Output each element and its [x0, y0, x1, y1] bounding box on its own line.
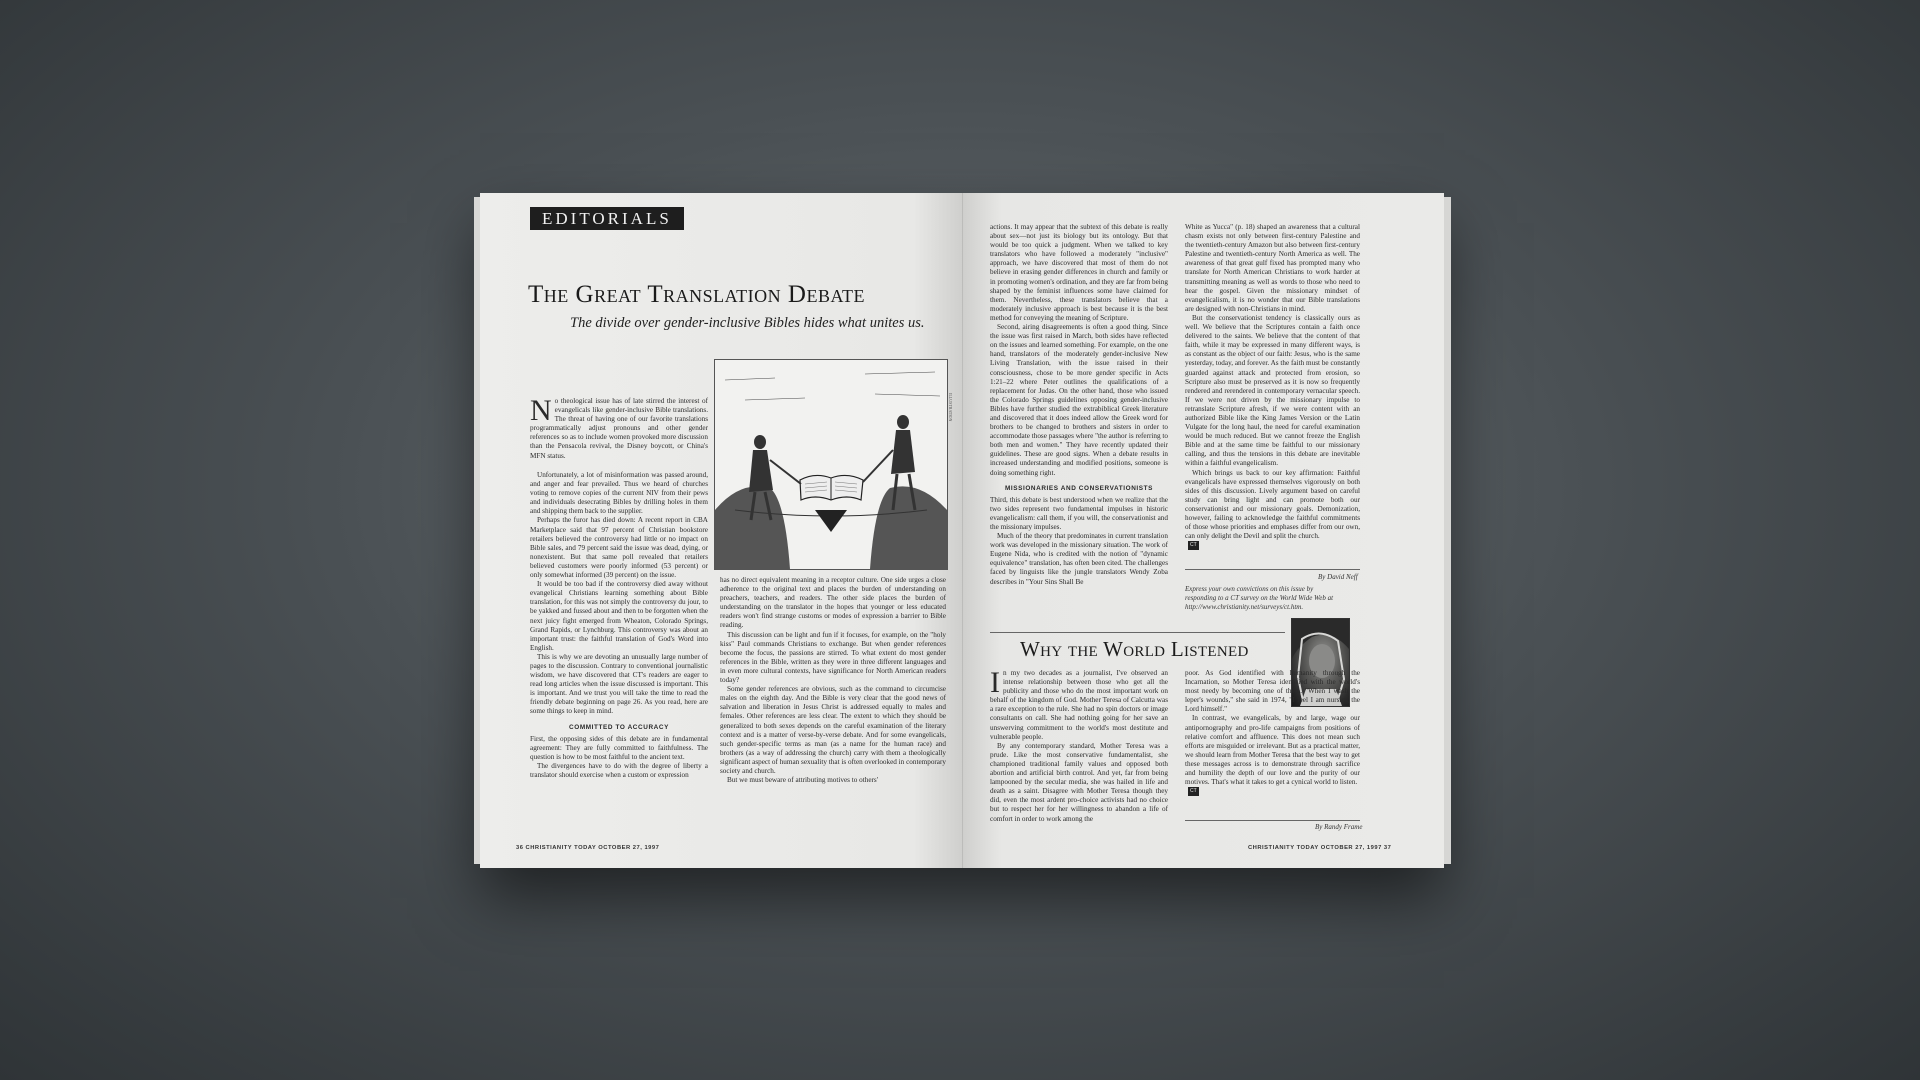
- paragraph: The divergences have to do with the degree of liberty a translator should exercise when a custom or expression: [530, 761, 708, 779]
- paragraph: Perhaps the furor has died down: A recent report in CBA Marketplace said that 97 percent of Christian bookstore retailers believed the controversy had little or no impact on Bible sales, and 79 percent said the issue was dead, dying, or nonexistent. But that same poll revealed that retailers believed customers were poorly informed (53 percent) or only somewhat informed (39 percent) on the issue.: [530, 516, 708, 580]
- byline-frame: By Randy Frame: [1315, 823, 1363, 831]
- paragraph: n my two decades as a journalist, I've observed an intense relationship between those who get all the publicity and those who do the most important work on behalf of the kingdom of God. Mother Teresa of Calcutta was a rare exception to the rule. She had no spin doctors or image consultants on call. She had nothing going for her save an unswerving commitment to the world's most destitute and vulnerable people.: [990, 669, 1168, 741]
- paragraph: But the conservationist tendency is classically ours as well. We believe that the Scriptures contain a faith once delivered to the saints. We believe that the content of that faith, while it may be expressed in many different ways, is as constant as the object of our faith: Jesus, who is the same yesterday, today, and forever. As the faith must be constantly guarded against attack and protected from erosion, so Scripture also must be preserved as it is now so frequently rendered and rerendered in contemporary vernacular speech. If we were not driven by the missionary impulse to retranslate Scripture afresh, if we were content with an authorized Bible like the King James Version or the Latin Vulgate for the long haul, the need for careful examination would be much reduced. But we cannot freeze the English Bible and at the same time be faithful to our missionary calling, and thus the tensions in this debate are inevitable within a faithful evangelicalism.: [1185, 313, 1360, 468]
- paragraph: actions. It may appear that the subtext of this debate is really about sex—not just its biology but its ontology. But that would be too quick a judgment. When we talked to key translators who have followed a moderately "inclusive" approach, we have discovered that most of them do not believe in erasing gender differences in church and family or in promoting women's ordination, and they are far from being shaped by the feminist influences some have claimed for them. Nevertheless, these translators believe that a moderately inclusive approach is best because it is the best method for conveying the meaning of Scripture.: [990, 223, 1168, 322]
- paragraph: Second, airing disagreements is often a good thing. Since the issue was first raised in March, both sides have reflected on the issues and learned something. For example, on the one hand, translators of the moderately gender-inclusive New Living Translation, with the issue raised in their consciousness, chose to be more gender specific in Acts 1:21–22 where Peter outlines the qualifications of a replacement for Judas. On the other hand, those who issued the Colorado Springs guidelines opposing gender-inclusive Bibles have further studied the extrabiblical Greek literature and discovered that it does indeed allow the Greek word for brothers to be changed to brothers and sisters in order to accommodate those passages where "the author is referring to both men and women." They have recently updated their guidelines. These are good signs. When a debate results in increased understanding and modified positions, someone is doing something right.: [990, 323, 1168, 477]
- divider: [1185, 820, 1360, 821]
- paragraph: This is why we are devoting an unusually large number of pages to the discussion. Contrary to conventional journalistic wisdom, we have discovered that CT's readers are eager to read long articles when the issue discussed is important. This is important. And we trust you will take the time to read the friendly debate beginning on page 26. As you read, here are some things to keep in mind.: [530, 652, 708, 716]
- column-5: [990, 666, 1168, 824]
- paragraph: Third, this debate is best understood when we realize that the two sides represent two fundamental impulses in historic evangelicalism: call them, if you will, the conservationist and the missionary impulses.: [990, 495, 1168, 531]
- drop-cap: I: [990, 666, 1000, 699]
- paragraph: But we must beware of attributing motives to others': [727, 776, 879, 785]
- paragraph: Unfortunately, a lot of misinformation was passed around, and anger and fear prevailed. Thus we heard of churches voting to remove copies of the current NIV from their pews and individuals desecrating Bibles by drilling holes in them and shipping them back to the supplier.: [530, 471, 708, 516]
- paragraph: Much of the theory that predominates in current translation work was developed in the missionary situation. The work of Eugene Nida, who is credited with the notion of "dynamic equivalence" translation, has often been cited. The challenges faced by linguists like the jungle translators Wendy Zoba describes in "Your Sins Shall Be: [990, 532, 1168, 586]
- page-folio-left: 36 CHRISTIANITY TODAY OCTOBER 27, 1997: [516, 845, 660, 851]
- paragraph: has no direct equivalent meaning in a receptor culture. One side urges a close adherence to the original text and places the burden of understanding on preachers, teachers, and readers. The other side places the burden of understanding on the translator in the hopes that younger or less educated readers won't find strange customs or modes of expression a barrier to Bible reading.: [720, 576, 946, 630]
- column-1: [530, 394, 708, 461]
- divider: [1185, 569, 1360, 570]
- byline-neff: By David Neff: [1318, 573, 1358, 581]
- left-page: [480, 193, 963, 868]
- ct-end-mark: CT: [1188, 787, 1199, 796]
- page-edge-right: [1444, 197, 1451, 864]
- paragraph: By any contemporary standard, Mother Teresa was a prude. Like the most conservative fundamentalist, she championed traditional family values and opposed both abortion and artificial birth control. And yet, far from being lampooned by the secular media, she was hailed in life and death as a saint. Disagree with Mother Teresa though they did, even the most ardent pro-choice activists had no choice but to respect her for her willingness to abandon a life of comfort in order to work among the: [990, 741, 1168, 823]
- bible-bridge-drawing: [715, 360, 947, 569]
- subhead: MISSIONARIES AND CONSERVATIONISTS: [1004, 484, 1154, 492]
- ct-end-mark: CT: [1188, 541, 1199, 550]
- drop-cap: N: [530, 394, 552, 427]
- article-subtitle: The divide over gender-inclusive Bibles hides what unites us.: [570, 315, 925, 331]
- article-title-2: Why the World Listened: [1020, 637, 1249, 661]
- column-4: [1185, 223, 1360, 551]
- paragraph: It would be too bad if the controversy died away without evangelical Christians learning something about Bible translation, for this was not simply the controversy du jour, to be yakked and fussed about and then to be forgotten when the next juicy fight emerged from Wheaton, Colorado Springs, Grand Rapids, or Lynchburg. This controversy was about an important trust: the faithful translation of God's Word into English.: [530, 580, 708, 652]
- paragraph: Which brings us back to our key affirmation: Faithful evangelicals have expressed themselves vigorously on both sides of this discussion. Lively argument based on careful study can bring light and can promote both our conservationist and our missionary goals. Demonization, however, failing to acknowledge the faithful commitments of those whose priorities and emphases differ from our own, can only delight the Devil and split the church.: [1185, 468, 1360, 541]
- survey-note: Express your own convictions on this issue by responding to a CT survey on the World Wide Web at http://www.christianity.net/surveys/ct.htm.: [1185, 585, 1334, 611]
- paragraph: o theological issue has of late stirred the interest of evangelicals like gender-inclusive Bible translations. The threat of having one of our favorite translations programmatically adjust pronouns and other gender references so as to include women provoked more discussion than the Pensacola revival, the Disney boycott, or China's MFN status.: [530, 397, 708, 460]
- paragraph: First, the opposing sides of this debate are in fundamental agreement: They are fully committed to faithfulness. The question is how to be most faithful to the ancient text.: [530, 734, 708, 761]
- paragraph: In contrast, we evangelicals, by and large, wage our antipornography and pro-life campaigns from positions of relative comfort and affluence. This does not mean such efforts are misguided or irrelevant. But as a practical matter, we should learn from Mother Teresa that the best way to get these messages across is to demonstrate through sacrifice and humility the depth of our love and the purity of our motives. That's what it takes to get a cynical world to listen.: [1185, 714, 1360, 787]
- paragraph: White as Yucca" (p. 18) shaped an awareness that a cultural chasm exists not only between first-century Palestine and the twentieth-century Amazon but also between first-century Palestine and twentieth-century North America as well. The awareness of that great gulf fixed has prompted many who translate for North American Christians to work harder at transmitting meaning as well as words to those who need to hear the gospel. Given the missionary mindset of evangelicalism, it is no wonder that our Bible translations are designed with non-Christians in mind.: [1185, 223, 1360, 313]
- column-6: [1185, 669, 1360, 797]
- paragraph: This discussion can be light and fun if it focuses, for example, on the "holy kiss" Paul commands Christians to exchange. But when gender references become the focus, the passions are stirred. To what extent do most gender references in the Bible, written as they were in three different languages and in even more cultural contexts, have significance for North American readers today?: [720, 630, 946, 685]
- column-1-cont: [530, 471, 708, 780]
- magazine-spread: [480, 193, 1444, 868]
- section-label: EDITORIALS: [530, 207, 684, 230]
- divider: [990, 632, 1285, 633]
- column-3: [990, 223, 1168, 587]
- page-folio-right: CHRISTIANITY TODAY OCTOBER 27, 1997 37: [1248, 845, 1392, 851]
- subhead: COMMITTED TO ACCURACY: [569, 723, 669, 731]
- paragraph: poor. As God identified with humanity through the Incarnation, so Mother Teresa identified with the world's most needy by becoming one of them. "When I wash the leper's wounds," she said in 1974, "I feel I am nursing the Lord himself.": [1185, 669, 1360, 714]
- right-page: [963, 193, 1444, 868]
- column-2: [720, 576, 946, 785]
- illustration-bible-bridge: [714, 359, 948, 570]
- illustration-credit: ILLUSTRATION: [948, 393, 953, 422]
- article-title: The Great Translation Debate: [528, 281, 865, 308]
- paragraph: Some gender references are obvious, such as the command to circumcise males on the eighth day. And the Bible is very clear that the good news of salvation and liberation in Jesus Christ is addressed equally to males and females. Other references are less clear. The extent to which they should be generalized to both sexes depends on the careful examination of the literary context and is a matter of verse-by-verse debate. And for some evangelicals, such gender-specific terms as man (as a name for the human race) and brothers (as a way of addressing the church) carry with them a theologically significant aspect of human sexuality that is often overlooked in contemporary society and church.: [720, 685, 946, 775]
